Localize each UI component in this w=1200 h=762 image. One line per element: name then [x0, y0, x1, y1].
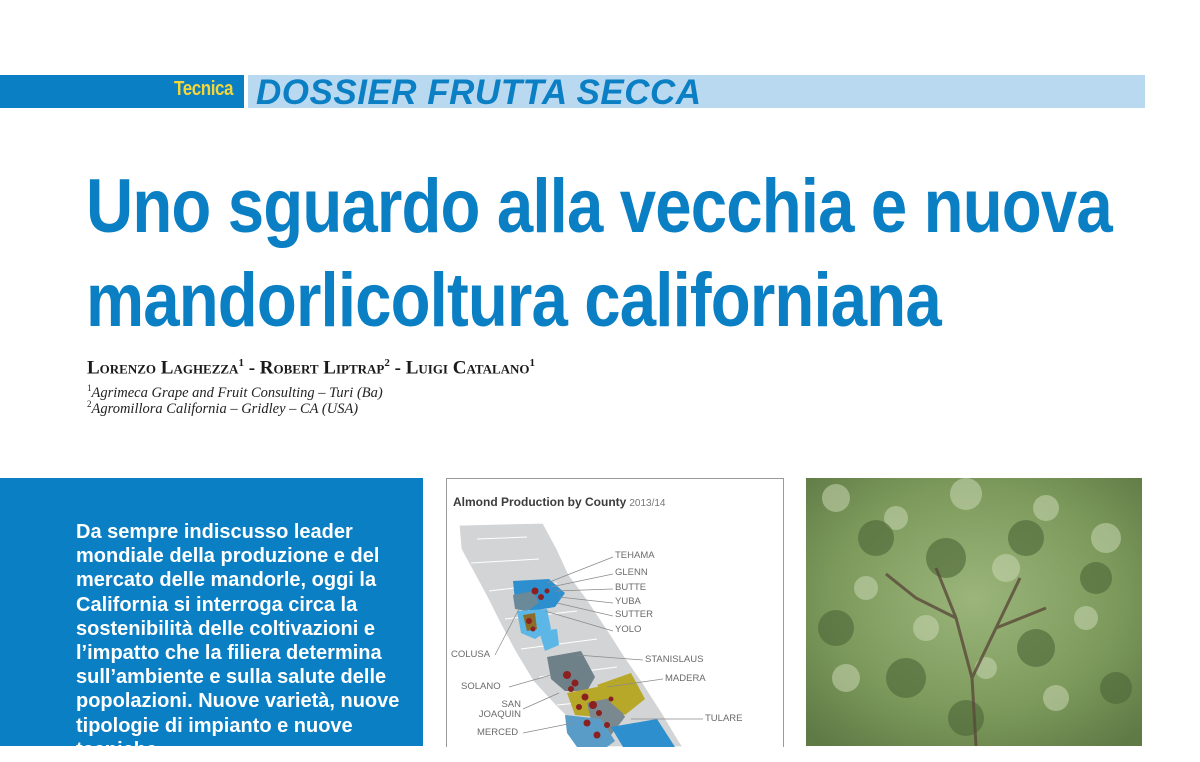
article-title-line-2: mandorlicoltura californiana — [86, 258, 941, 343]
article-title-line-1: Uno sguardo alla vecchia e nuova — [86, 164, 1112, 249]
author-name: Luigi Catalano — [405, 357, 530, 379]
county-label: MADERA — [665, 673, 706, 684]
county-label: COLUSA — [451, 649, 491, 660]
section-label: Tecnica — [174, 78, 234, 100]
author-name: Robert Liptrap — [259, 357, 385, 379]
almond-production-map — [446, 478, 784, 747]
county-label: YUBA — [615, 596, 641, 607]
map-title — [453, 495, 665, 509]
article-title — [86, 160, 1112, 348]
affiliation-text: Agromillora California – Gridley – CA (USA) — [91, 400, 359, 417]
affiliation — [87, 399, 358, 418]
county-label: TULARE — [705, 713, 743, 724]
county-label: YOLO — [615, 624, 642, 635]
county-label: STANISLAUS — [645, 654, 704, 665]
author-separator: - — [243, 357, 260, 379]
county-label: SAN JOAQUIN — [478, 699, 521, 720]
author-name: Lorenzo Laghezza — [87, 357, 239, 379]
affiliation-text: Agrimeca Grape and Fruit Consulting – Turi (Ba) — [91, 384, 383, 401]
lead-paragraph: Da sempre indiscusso leader mondiale della produzione e del mercato delle mandorle, oggi la California si interroga circa la sostenibilità delle coltivazioni e l’impatto che la filiera determina sull’ambiente e sulla salute delle popolazioni. Nuove varietà, nuove tipologie di impianto e nuove tecniche — [76, 521, 400, 761]
author-line — [87, 357, 535, 379]
county-label: TEHAMA — [615, 550, 655, 561]
almond-tree-photo — [806, 478, 1142, 746]
county-label: MERCED — [477, 727, 519, 738]
county-label: SOLANO — [461, 681, 501, 692]
county-label: BUTTE — [615, 582, 647, 593]
map-year: 2013/14 — [629, 498, 666, 509]
author-affiliation-mark: 1 — [238, 357, 244, 369]
county-label: SUTTER — [615, 609, 653, 620]
author-affiliation-mark: 1 — [529, 357, 536, 369]
affiliation-mark: 1 — [87, 383, 92, 393]
affiliation-mark: 2 — [87, 399, 92, 409]
county-label: GLENN — [615, 567, 648, 578]
dossier-title: DOSSIER FRUTTA SECCA — [256, 73, 702, 112]
almond-tree-image — [806, 478, 1142, 746]
author-separator: - — [389, 357, 406, 379]
author-affiliation-mark: 2 — [384, 357, 390, 369]
map-title-text: Almond Production by County — [453, 495, 627, 509]
